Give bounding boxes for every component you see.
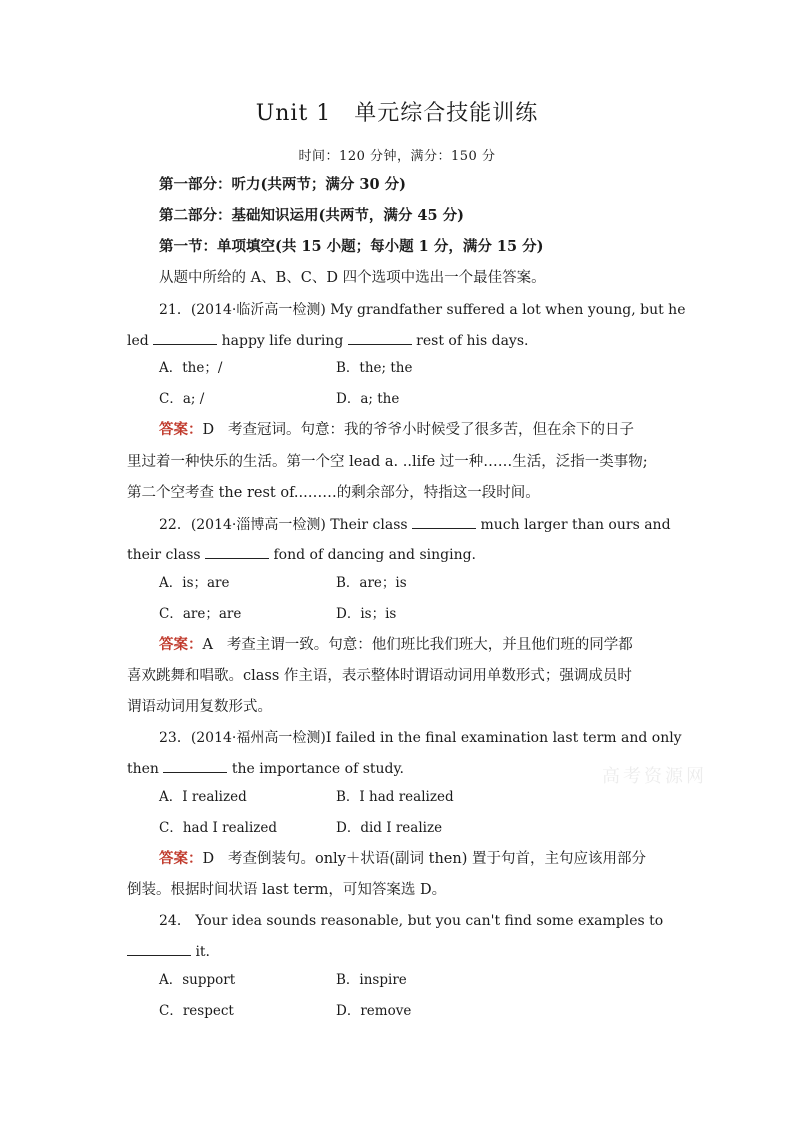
question-23-option-b: B．I had realized <box>336 789 454 805</box>
question-22-answer-key: A <box>202 637 213 653</box>
question-23-answer-key: D <box>202 851 215 867</box>
question-22-text-d: fond of dancing and singing. <box>269 547 476 563</box>
question-24-option-c: C．respect <box>159 1003 234 1019</box>
question-21-text-b: happy life during <box>217 333 348 349</box>
question-22-text-c: their class <box>127 547 206 563</box>
question-21-answer-line1 <box>159 420 679 440</box>
question-21-option-b: B．the; the <box>336 360 413 376</box>
question-21-explanation-3: 第二个空考查 the rest of...……的剩余部分，特指这一段时间。 <box>127 485 540 501</box>
question-22-explanation-1: 考查主谓一致。句意：他们班比我们班大，并且他们班的同学都 <box>226 637 633 653</box>
question-23-explanation-2: 倒装。根据时间状语 last term，可知答案选 D。 <box>127 882 447 898</box>
question-21-option-d: D．a; the <box>336 391 400 407</box>
answer-blank <box>127 941 191 956</box>
question-21-answer-key: D <box>202 422 215 438</box>
watermark: 高考资源网 <box>602 766 707 787</box>
answer-blank <box>163 758 227 773</box>
section-part2-heading: 第二部分：基础知识运用(共两节，满分 45 分) <box>159 207 464 224</box>
question-23-option-c: C．had I realized <box>159 820 277 836</box>
question-22-explanation-3: 谓语动词用复数形式。 <box>127 699 272 715</box>
question-21-explanation-1: 考查冠词。句意：我的爷爷小时候受了很多苦，但在余下的日子 <box>227 422 634 438</box>
question-22-answer-line1 <box>159 635 679 655</box>
question-23-text-b: the importance of study. <box>227 761 404 777</box>
instruction-text: 从题中所给的 A、B、C、D 四个选项中选出一个最佳答案。 <box>159 270 546 286</box>
question-23-answer-line1 <box>159 849 679 869</box>
question-22-explanation-2: 喜欢跳舞和唱歌。class 作主语，表示整体时谓语动词用单数形式；强调成员时 <box>127 668 632 684</box>
answer-blank <box>348 330 412 345</box>
question-21-option-c: C．a; / <box>159 391 205 407</box>
answer-label: 答案： <box>159 421 203 438</box>
answer-label: 答案： <box>159 636 203 653</box>
question-21-text-a: led <box>127 333 154 349</box>
question-21-explanation-2: 里过着一种快乐的生活。第一个空 lead a. ..life 过一种……生活，泛指一类事物; <box>127 454 648 470</box>
exam-info: 时间：120 分钟，满分：150 分 <box>298 149 496 164</box>
question-22-text-b: much larger than ours and <box>476 517 671 533</box>
question-23-text-a: then <box>127 761 164 777</box>
question-24-option-b: B．inspire <box>336 972 407 988</box>
question-22-text-a: 22．(2014·淄博高一检测) Their class <box>159 517 413 533</box>
question-22-option-a: A．is；are <box>159 575 230 591</box>
question-21-line1: 21．(2014·临沂高一检测) My grandfather suffered a lot when young, but he <box>159 302 686 318</box>
question-24-line1: 24． Your idea sounds reasonable, but you can't find some examples to <box>159 913 664 929</box>
section-part1-heading: 第一部分：听力(共两节；满分 30 分) <box>159 176 406 193</box>
question-23-option-d: D．did I realize <box>336 820 443 836</box>
question-22-option-d: D．is；is <box>336 606 397 622</box>
question-23-line1: 23．(2014·福州高一检测)I failed in the final examination last term and only <box>159 730 682 746</box>
answer-blank <box>153 330 217 345</box>
answer-blank <box>412 514 476 529</box>
question-23-line2 <box>127 758 679 779</box>
question-21-line2 <box>127 330 679 351</box>
answer-label: 答案： <box>159 850 203 867</box>
question-21-text-c: rest of his days. <box>411 333 529 349</box>
question-23-explanation-1: 考查倒装句。only＋状语(副词 then) 置于句首，主句应该用部分 <box>227 851 646 867</box>
question-22-line2 <box>127 544 679 565</box>
question-23-option-a: A．I realized <box>159 789 247 805</box>
section-single-choice-heading: 第一节：单项填空(共 15 小题；每小题 1 分，满分 15 分) <box>159 238 544 255</box>
page-title: Unit 1 单元综合技能训练 <box>255 101 539 126</box>
answer-blank <box>205 544 269 559</box>
question-24-text-b: it. <box>191 944 211 960</box>
question-22-option-c: C．are；are <box>159 606 242 622</box>
question-24-option-d: D．remove <box>336 1003 412 1019</box>
question-22-line1 <box>159 514 679 535</box>
question-24-option-a: A．support <box>159 972 236 988</box>
question-24-line2 <box>127 941 679 962</box>
question-22-option-b: B．are；is <box>336 575 407 591</box>
question-21-option-a: A．the；/ <box>159 360 223 376</box>
